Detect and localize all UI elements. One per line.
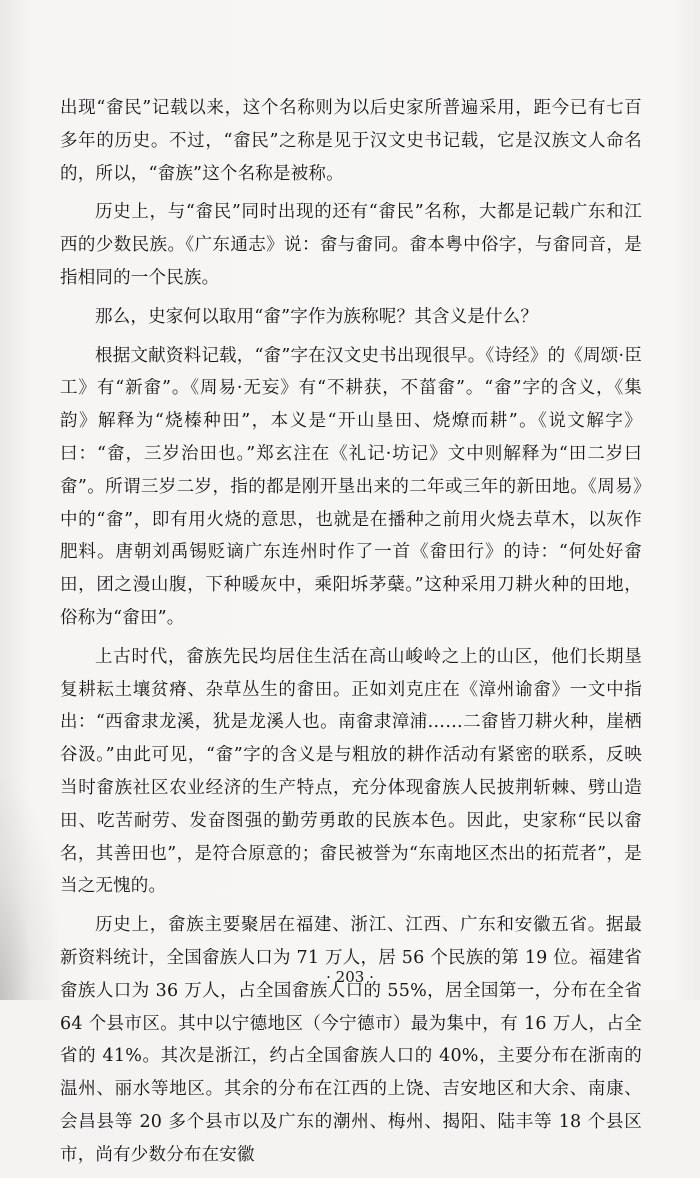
paragraph-1: 出现“畲民”记载以来，这个名称则为以后史家所普遍采用，距今已有七百多年的历史。不过，“畲民”之称是见于汉文史书记载，它是汉族文人命名的，所以，“畲族”这个名称是被称。 bbox=[60, 98, 642, 184]
paragraph-6: 历史上，畲族主要聚居在福建、浙江、江西、广东和安徽五省。据最新资料统计，全国畲族人口为 71 万人，居 56 个民族的第 19 位。福建省畲族人口为 36 万人，占全国畲族人口的 55%，居全国第一，分布在全省 64 个县市区。其中以宁德地区（今宁德市）最为集中，有 16 万人，占全省的 41%。其次是浙江，约占全国畲族人口的 40%，主要分布在浙南的温州、丽水等地区。其余的分布在江西的上饶、吉安地区和大余、南康、会昌县等 20 多个县市以及广东的潮州、梅州、揭阳、陆丰等 18 个县区市，尚有少数分布在安徽 bbox=[60, 915, 642, 1165]
paragraph-2: 历史上，与“畲民”同时出现的还有“畬民”名称，大都是记载广东和江西的少数民族。《广东通志》说：畲与畬同。畬本粤中俗字，与畲同音，是指相同的一个民族。 bbox=[60, 202, 642, 288]
scan-shadow bbox=[0, 780, 60, 1000]
page-number: · 203 · bbox=[326, 968, 374, 986]
paragraph-3: 那么，史家何以取用“畲”字作为族称呢？其含义是什么？ bbox=[95, 306, 539, 327]
paragraph-5: 上古时代，畲族先民均居住生活在高山峻岭之上的山区，他们长期垦复耕耘土壤贫瘠、杂草丛生的畲田。正如刘克庄在《漳州谕畲》一文中指出：“西畲隶龙溪，犹是龙溪人也。南畲隶漳浦……二畲皆刀耕火种，崖栖谷汲。”由此可见，“畲”字的含义是与粗放的耕作活动有紧密的联系，反映当时畲族社区农业经济的生产特点，充分体现畲族人民披荆斩棘、劈山造田、吃苦耐劳、发奋图强的勤劳勇敢的民族本色。因此，史家称“民以畲名，其善田也”，是符合原意的；畲民被誉为“东南地区杰出的拓荒者”，是当之无愧的。 bbox=[60, 646, 642, 897]
paragraph-4: 根据文献资料记载，“畲”字在汉文史书出现很早。《诗经》的《周颂·臣工》有“新畲”。《周易·无妄》有“不耕获，不菑畲”。“畲”字的含义，《集韵》解释为“烧榛种田”，本义是“开山垦田、烧燎而耕”。《说文解字》曰：“畲，三岁治田也。”郑玄注在《礼记·坊记》文中则解释为“田二岁曰畲”。所谓三岁二岁，指的都是刚开垦出来的二年或三年的新田地。《周易》中的“畲”，即有用火烧的意思，也就是在播种之前用火烧去草木，以灰作肥料。唐朝刘禹锡贬谪广东连州时作了一首《畲田行》的诗：“何处好畲田，团之漫山腹，下种暖灰中，乘阳坼茅蘖。”这种采用刀耕火种的田地，俗称为“畲田”。 bbox=[60, 345, 642, 628]
body-text bbox=[60, 92, 642, 1178]
